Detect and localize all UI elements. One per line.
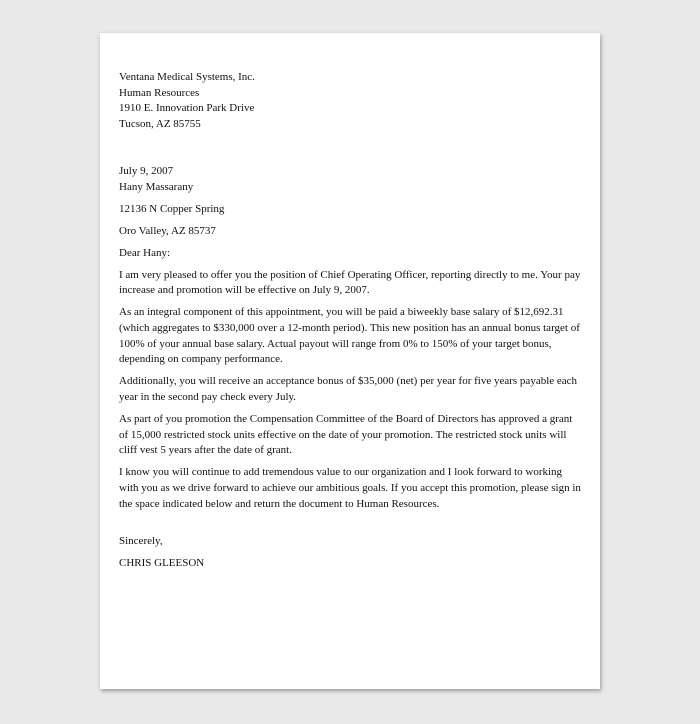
body-paragraph: As an integral component of this appointment, you will be paid a biweekly base salary of $12,692.31 (which aggregates to $330,000 over a 12-month period). This new position has an annual bonus target of 100% of your annual base salary. Actual payout will range from 0% to 150% of your target bonus, depending on company performance. — [119, 306, 580, 366]
salutation: Dear Hany: — [119, 246, 171, 259]
recipient-name: Hany Massarany — [119, 180, 194, 193]
recipient-street: 12136 N Copper Spring — [119, 202, 225, 215]
body-paragraph: I am very pleased to offer you the position of Chief Operating Officer, reporting directly to me. Your pay increase and promotion will be effective on July 9, 2007. — [119, 268, 581, 297]
sender-department: Human Resources — [119, 86, 200, 99]
sender-company: Ventana Medical Systems, Inc. — [119, 71, 255, 83]
body-paragraph: As part of you promotion the Compensation Committee of the Board of Directors has approved a grant of 15,000 restricted stock units effective on the date of your promotion. The restricted stock units will cliff vest 5 years after the date of grant. — [119, 413, 573, 457]
letter-body — [119, 268, 581, 513]
closing: Sincerely, — [119, 534, 163, 547]
body-paragraph: Additionally, you will receive an acceptance bonus of $35,000 (net) per year for five years payable each year in the second pay check every July. — [119, 375, 578, 404]
salutation-block — [119, 246, 581, 262]
sender-street: 1910 E. Innovation Park Drive — [119, 102, 255, 115]
sender-city-state-zip: Tucson, AZ 85755 — [119, 118, 201, 131]
sender-address — [119, 70, 581, 133]
signer-name: CHRIS GLEESON — [119, 556, 205, 569]
signer-block — [119, 556, 581, 572]
letter-date: July 9, 2007 — [119, 164, 174, 177]
closing-block — [119, 534, 581, 550]
letter-page — [100, 33, 600, 689]
body-paragraph: I know you will continue to add tremendous value to our organization and I look forward to working with you as we drive forward to achieve our ambitious goals. If you accept this promotion, please sign in the space indicated below and return the document to Human Resources. — [119, 466, 581, 510]
date-and-recipient — [119, 164, 581, 195]
recipient-city-block — [119, 224, 581, 240]
recipient-street-block — [119, 202, 581, 218]
recipient-city-state-zip: Oro Valley, AZ 85737 — [119, 224, 216, 237]
